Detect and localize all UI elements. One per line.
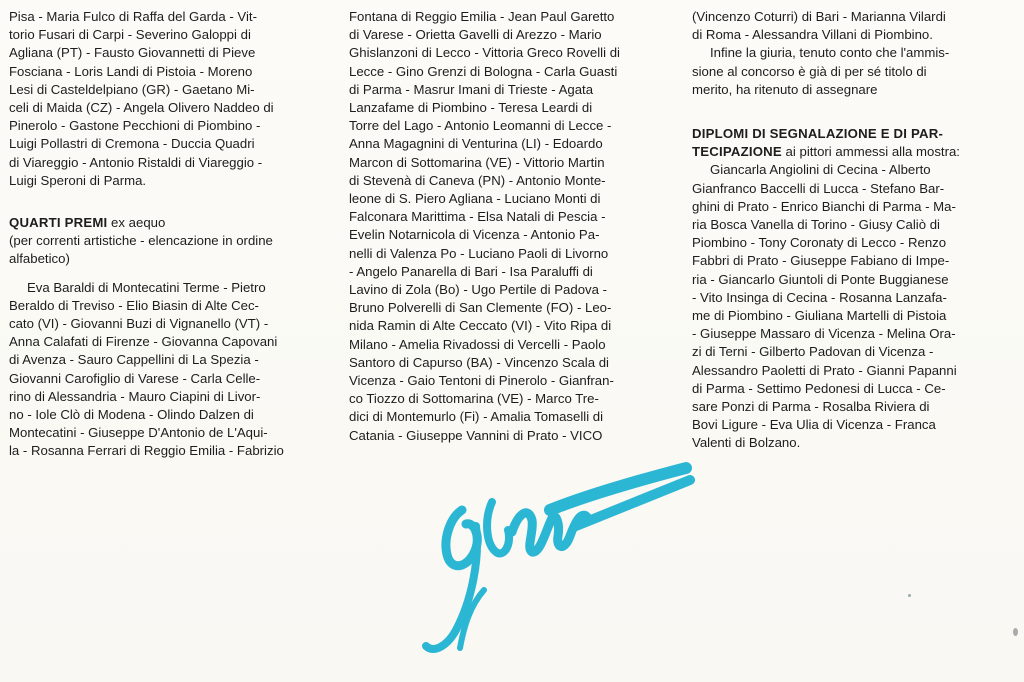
text-line: Pisa - Maria Fulco di Raffa del Garda - Vit-	[9, 9, 257, 24]
text-line: Torre del Lago - Antonio Leomanni di Lecce -	[349, 118, 612, 134]
text-line: Ghislanzoni di Lecco - Vittoria Greco Rovelli di	[349, 45, 620, 61]
text-line: ria Bosca Vanella di Torino - Giusy Caliò di	[692, 217, 940, 233]
text-line: zi di Terni - Gilberto Padovan di Vicenza -	[692, 344, 934, 360]
text-line: Santoro di Capurso (BA) - Vincenzo Scala di	[349, 354, 609, 370]
text-line: Fosciana - Loris Landi di Pistoia - Moreno	[9, 63, 253, 79]
spacer	[9, 190, 309, 208]
text-line: ria - Giancarlo Giuntoli di Ponte Buggianese	[692, 271, 949, 287]
text-line: Luigi Pollastri di Cremona - Duccia Quadri	[9, 136, 255, 152]
handwritten-signature	[400, 440, 700, 680]
section-heading-quarti-premi	[9, 214, 309, 232]
text-line: alfabetico)	[9, 251, 70, 267]
text-line: nelli di Valenza Po - Luciano Paoli di Livorno	[349, 245, 609, 261]
text-line: merito, ha ritenuto di assegnare	[692, 81, 878, 97]
text-line: (per correnti artistiche - elencazione in ordine	[9, 233, 273, 249]
text-line: Piombino - Tony Coronaty di Lecco - Renzo	[692, 235, 947, 251]
text-line: Gianfranco Baccelli di Lucca - Stefano Bar-	[692, 180, 945, 196]
text-line: Vicenza - Gaio Tentoni di Pinerolo - Gianfran-	[349, 373, 614, 389]
text-line: Lavino di Zola (Bo) - Ugo Pertile di Padova -	[349, 282, 608, 298]
speck	[908, 594, 911, 597]
text-line: sare Ponzi di Parma - Rosalba Riviera di	[692, 399, 930, 415]
text-line: Beraldo di Treviso - Elio Biasin di Alte Cec-	[9, 297, 259, 313]
text-line: Anna Magagnini di Venturina (LI) - Edoardo	[349, 136, 603, 152]
text-line: celi di Maida (CZ) - Angela Olivero Naddeo di	[9, 100, 274, 116]
col1-subheading	[9, 232, 309, 268]
text-line: Evelin Notarnicola di Vicenza - Antonio Pa-	[349, 227, 600, 243]
col1-paragraph-2	[9, 279, 309, 461]
speck	[1013, 628, 1018, 636]
text-line: sione al concorso è già di per sé titolo di	[692, 63, 927, 79]
text-line: Falconara Marittima - Elsa Natali di Pescia -	[349, 209, 606, 225]
text-line: Bruno Polverelli di San Clemente (FO) - Leo-	[349, 300, 612, 316]
text-line: Giovanni Carofiglio di Varese - Carla Celle-	[9, 370, 261, 386]
column-1	[9, 8, 309, 461]
text-line: dici di Montemurlo (Fi) - Amalia Tomaselli di	[349, 409, 604, 425]
text-line: Anna Calafati di Firenze - Giovanna Capovani	[9, 334, 278, 350]
text-line: di Parma - Masrur Imani di Trieste - Agata	[349, 81, 594, 97]
text-line: Agliana (PT) - Fausto Giovannetti di Pieve	[9, 45, 256, 61]
text-line: Montecatini - Giuseppe D'Antonio de L'Aqui-	[9, 425, 268, 441]
text-line: co Tiozzo di Sottomarina (VE) - Marco Tre-	[349, 391, 599, 407]
text-line: (Vincenzo Coturri) di Bari - Marianna Vilardi	[692, 9, 946, 24]
column-2	[349, 8, 654, 445]
text-line: Luigi Speroni di Parma.	[9, 172, 147, 188]
text-line: me di Piombino - Giuliana Martelli di Pistoia	[692, 308, 947, 324]
text-line: Bovi Ligure - Eva Ulia di Vicenza - Franca	[692, 417, 936, 433]
col1-paragraph-1	[9, 8, 309, 190]
text-line: - Vito Insinga di Cecina - Rosanna Lanzafa-	[692, 289, 947, 305]
col3-paragraph-1	[692, 8, 994, 44]
col2-paragraph	[349, 8, 654, 445]
text-line: leone di S. Piero Agliana - Luciano Monti di	[349, 191, 601, 207]
heading-rest: ex aequo	[107, 215, 166, 231]
text-line: Marcon di Sottomarina (VE) - Vittorio Martin	[349, 154, 605, 170]
heading-rest: ai pittori ammessi alla mostra:	[781, 144, 960, 160]
text-line: - Angelo Panarella di Bari - Isa Paraluffi di	[349, 263, 593, 279]
heading-line: DIPLOMI DI SEGNALAZIONE E DI PAR-	[692, 126, 944, 142]
text-line: Catania - Giuseppe Vannini di Prato - VICO	[349, 427, 603, 443]
text-line: di Roma - Alessandra Villani di Piombino.	[692, 27, 933, 43]
text-line: di Parma - Settimo Pedonesi di Lucca - Ce-	[692, 380, 946, 396]
text-line: di Avenza - Sauro Cappellini di La Spezia -	[9, 352, 259, 368]
section-heading-diplomi	[692, 125, 994, 161]
text-line: Infine la giuria, tenuto conto che l'ammis-	[710, 45, 950, 61]
col3-paragraph-2	[692, 44, 994, 99]
text-line: di Stevenà di Caneva (PN) - Antonio Monte-	[349, 172, 606, 188]
col3-paragraph-3	[692, 161, 994, 452]
text-line: ghini di Prato - Enrico Bianchi di Parma - Ma-	[692, 198, 956, 214]
text-line: Lanzafame di Piombino - Teresa Leardi di	[349, 100, 593, 116]
column-3	[692, 8, 994, 453]
text-line: Fontana di Reggio Emilia - Jean Paul Garetto	[349, 9, 615, 24]
text-line: Lecce - Gino Grenzi di Bologna - Carla Guasti	[349, 63, 618, 79]
text-line: Lesi di Casteldelpiano (GR) - Gaetano Mi-	[9, 81, 255, 97]
text-line: rino di Alessandria - Mauro Ciapini di Livor-	[9, 388, 261, 404]
text-line: di Varese - Orietta Gavelli di Arezzo - Mario	[349, 27, 602, 43]
text-line: Eva Baraldi di Montecatini Terme - Pietro	[27, 279, 266, 295]
text-line: Fabbri di Prato - Giuseppe Fabiano di Impe-	[692, 253, 950, 269]
text-line: torio Fusari di Carpi - Severino Galoppi di	[9, 27, 251, 43]
text-line: cato (VI) - Giovanni Buzi di Vignanello (VT) -	[9, 316, 269, 332]
heading-bold: TECIPAZIONE	[692, 144, 782, 160]
text-line: - Giuseppe Massaro di Vicenza - Melina Ora-	[692, 326, 956, 342]
text-line: Alessandro Paoletti di Prato - Gianni Papanni	[692, 362, 957, 378]
text-line: Pinerolo - Gastone Pecchioni di Piombino -	[9, 118, 261, 134]
text-line: nida Ramin di Alte Ceccato (VI) - Vito Ripa di	[349, 318, 612, 334]
text-line: no - Iole Clò di Modena - Olindo Dalzen di	[9, 407, 254, 423]
text-line: Milano - Amelia Rivadossi di Vercelli - Paolo	[349, 336, 606, 352]
text-line: di Viareggio - Antonio Ristaldi di Viareggio -	[9, 154, 263, 170]
heading-bold: QUARTI PREMI	[9, 215, 108, 231]
text-line: Giancarla Angiolini di Cecina - Alberto	[710, 162, 931, 178]
text-line: la - Rosanna Ferrari di Reggio Emilia - Fabrizio	[9, 443, 284, 459]
text-line: Valenti di Bolzano.	[692, 435, 801, 451]
